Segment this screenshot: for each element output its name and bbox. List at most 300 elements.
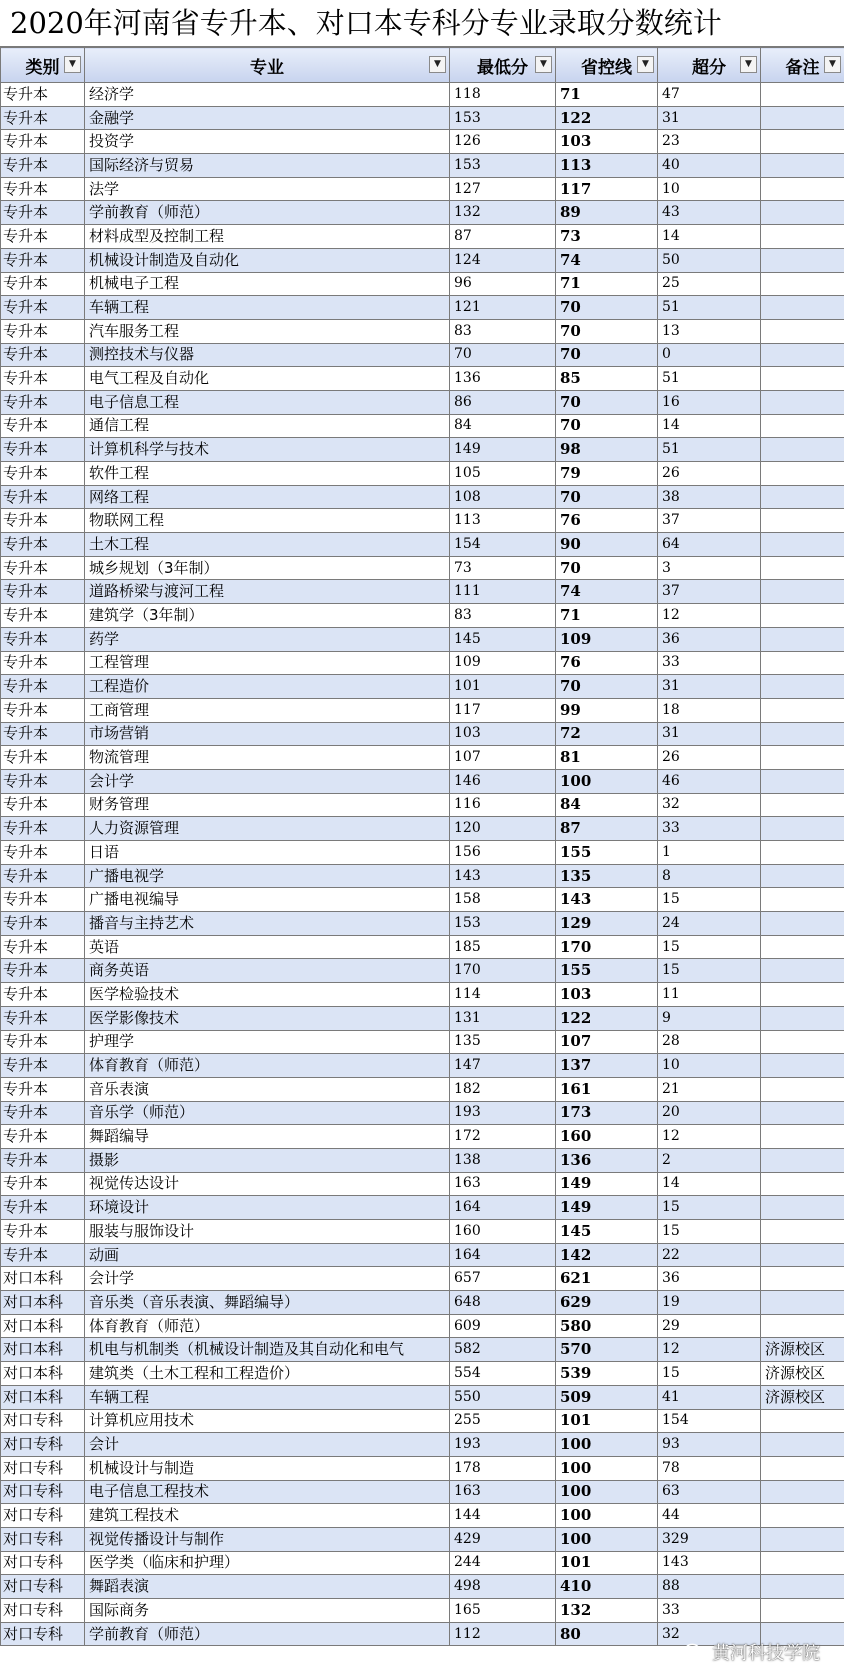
category-cell: 专升本	[1, 296, 85, 320]
remark-cell	[761, 1077, 844, 1101]
over-score-cell: 36	[658, 1267, 761, 1291]
table-row	[1, 1551, 844, 1575]
major-cell: 国际商务	[85, 1599, 450, 1623]
major-cell: 工商管理	[85, 698, 450, 722]
major-cell: 经济学	[85, 83, 450, 107]
remark-cell	[761, 201, 844, 225]
min-score-cell: 550	[450, 1385, 556, 1409]
category-cell: 专升本	[1, 1030, 85, 1054]
min-score-cell: 165	[450, 1599, 556, 1623]
column-header-min-score[interactable]	[450, 48, 556, 83]
major-cell: 舞蹈编导	[85, 1125, 450, 1149]
remark-cell	[761, 864, 844, 888]
control-line-cell: 70	[556, 390, 658, 414]
control-line-cell: 76	[556, 651, 658, 675]
category-cell: 专升本	[1, 1220, 85, 1244]
over-score-cell: 78	[658, 1456, 761, 1480]
major-cell: 机电与机制类（机械设计制造及其自动化和电气	[85, 1338, 450, 1362]
category-cell: 专升本	[1, 675, 85, 699]
major-cell: 医学类（临床和护理）	[85, 1551, 450, 1575]
min-score-cell: 648	[450, 1291, 556, 1315]
major-cell: 投资学	[85, 130, 450, 154]
table-row	[1, 912, 844, 936]
min-score-cell: 149	[450, 438, 556, 462]
table-row	[1, 841, 844, 865]
category-cell: 对口专科	[1, 1551, 85, 1575]
category-cell: 专升本	[1, 841, 85, 865]
table-row	[1, 864, 844, 888]
over-score-cell: 10	[658, 177, 761, 201]
major-cell: 药学	[85, 627, 450, 651]
category-cell: 专升本	[1, 1172, 85, 1196]
control-line-cell: 135	[556, 864, 658, 888]
min-score-cell: 145	[450, 627, 556, 651]
column-header-category[interactable]	[1, 48, 85, 83]
min-score-cell: 73	[450, 556, 556, 580]
over-score-cell: 32	[658, 793, 761, 817]
category-cell: 专升本	[1, 272, 85, 296]
column-label: 专业	[250, 57, 284, 78]
table-row	[1, 272, 844, 296]
min-score-cell: 156	[450, 841, 556, 865]
remark-cell	[761, 1125, 844, 1149]
major-cell: 体育教育（师范）	[85, 1314, 450, 1338]
major-cell: 材料成型及控制工程	[85, 225, 450, 249]
table-row	[1, 177, 844, 201]
category-cell: 专升本	[1, 912, 85, 936]
table-row	[1, 462, 844, 486]
major-cell: 车辆工程	[85, 296, 450, 320]
min-score-cell: 124	[450, 248, 556, 272]
control-line-cell: 132	[556, 1599, 658, 1623]
min-score-cell: 121	[450, 296, 556, 320]
min-score-cell: 429	[450, 1527, 556, 1551]
category-cell: 专升本	[1, 722, 85, 746]
dropdown-arrow-icon[interactable]: ▼	[824, 56, 841, 73]
remark-cell	[761, 485, 844, 509]
dropdown-arrow-icon[interactable]: ▼	[740, 56, 757, 73]
min-score-cell: 103	[450, 722, 556, 746]
dropdown-arrow-icon[interactable]: ▼	[535, 56, 552, 73]
major-cell: 金融学	[85, 106, 450, 130]
table-row	[1, 225, 844, 249]
control-line-cell: 149	[556, 1196, 658, 1220]
remark-cell	[761, 1172, 844, 1196]
remark-cell	[761, 1291, 844, 1315]
major-cell: 环境设计	[85, 1196, 450, 1220]
over-score-cell: 51	[658, 296, 761, 320]
remark-cell	[761, 225, 844, 249]
control-line-cell: 122	[556, 1006, 658, 1030]
column-header-major[interactable]	[85, 48, 450, 83]
category-cell: 专升本	[1, 817, 85, 841]
over-score-cell: 14	[658, 225, 761, 249]
dropdown-arrow-icon[interactable]: ▼	[429, 56, 446, 73]
category-cell: 专升本	[1, 462, 85, 486]
control-line-cell: 100	[556, 1433, 658, 1457]
category-cell: 专升本	[1, 509, 85, 533]
category-cell: 专升本	[1, 367, 85, 391]
over-score-cell: 12	[658, 1125, 761, 1149]
table-row	[1, 83, 844, 107]
min-score-cell: 108	[450, 485, 556, 509]
table-row	[1, 1575, 844, 1599]
major-cell: 软件工程	[85, 462, 450, 486]
control-line-cell: 100	[556, 1504, 658, 1528]
min-score-cell: 193	[450, 1101, 556, 1125]
over-score-cell: 33	[658, 651, 761, 675]
category-cell: 专升本	[1, 201, 85, 225]
control-line-cell: 79	[556, 462, 658, 486]
table-row	[1, 414, 844, 438]
control-line-cell: 85	[556, 367, 658, 391]
min-score-cell: 132	[450, 201, 556, 225]
control-line-cell: 570	[556, 1338, 658, 1362]
major-cell: 学前教育（师范）	[85, 1622, 450, 1646]
min-score-cell: 147	[450, 1054, 556, 1078]
major-cell: 车辆工程	[85, 1385, 450, 1409]
category-cell: 专升本	[1, 438, 85, 462]
min-score-cell: 118	[450, 83, 556, 107]
over-score-cell: 13	[658, 319, 761, 343]
major-cell: 工程造价	[85, 675, 450, 699]
min-score-cell: 120	[450, 817, 556, 841]
category-cell: 专升本	[1, 604, 85, 628]
major-cell: 体育教育（师范）	[85, 1054, 450, 1078]
category-cell: 专升本	[1, 225, 85, 249]
watermark-text: 黄河科技学院	[712, 1643, 820, 1664]
table-row	[1, 1054, 844, 1078]
remark-cell	[761, 1409, 844, 1433]
category-cell: 专升本	[1, 485, 85, 509]
control-line-cell: 81	[556, 746, 658, 770]
over-score-cell: 44	[658, 1504, 761, 1528]
table-row	[1, 343, 844, 367]
control-line-cell: 160	[556, 1125, 658, 1149]
category-cell: 专升本	[1, 1054, 85, 1078]
table-row	[1, 888, 844, 912]
category-cell: 对口专科	[1, 1504, 85, 1528]
major-cell: 医学影像技术	[85, 1006, 450, 1030]
category-cell: 专升本	[1, 130, 85, 154]
category-cell: 对口本科	[1, 1362, 85, 1386]
table-row	[1, 1385, 844, 1409]
category-cell: 专升本	[1, 414, 85, 438]
major-cell: 通信工程	[85, 414, 450, 438]
min-score-cell: 146	[450, 769, 556, 793]
control-line-cell: 100	[556, 1527, 658, 1551]
min-score-cell: 582	[450, 1338, 556, 1362]
page-title: 2020年河南省专升本、对口本专科分专业录取分数统计	[0, 0, 844, 47]
wechat-icon	[684, 1643, 706, 1661]
control-line-cell: 70	[556, 343, 658, 367]
min-score-cell: 83	[450, 319, 556, 343]
min-score-cell: 86	[450, 390, 556, 414]
category-cell: 对口专科	[1, 1409, 85, 1433]
major-cell: 动画	[85, 1243, 450, 1267]
min-score-cell: 114	[450, 983, 556, 1007]
major-cell: 舞蹈表演	[85, 1575, 450, 1599]
major-cell: 建筑学（3年制）	[85, 604, 450, 628]
over-score-cell: 3	[658, 556, 761, 580]
remark-cell	[761, 367, 844, 391]
control-line-cell: 129	[556, 912, 658, 936]
min-score-cell: 143	[450, 864, 556, 888]
table-row	[1, 130, 844, 154]
table-row	[1, 1362, 844, 1386]
remark-cell	[761, 1101, 844, 1125]
min-score-cell: 105	[450, 462, 556, 486]
control-line-cell: 71	[556, 604, 658, 628]
over-score-cell: 143	[658, 1551, 761, 1575]
category-cell: 专升本	[1, 1077, 85, 1101]
min-score-cell: 154	[450, 533, 556, 557]
remark-cell	[761, 1433, 844, 1457]
major-cell: 服装与服饰设计	[85, 1220, 450, 1244]
dropdown-arrow-icon[interactable]: ▼	[64, 56, 81, 73]
remark-cell	[761, 746, 844, 770]
category-cell: 专升本	[1, 1243, 85, 1267]
remark-cell	[761, 983, 844, 1007]
major-cell: 播音与主持艺术	[85, 912, 450, 936]
min-score-cell: 131	[450, 1006, 556, 1030]
table-row	[1, 746, 844, 770]
table-row	[1, 793, 844, 817]
over-score-cell: 21	[658, 1077, 761, 1101]
control-line-cell: 136	[556, 1148, 658, 1172]
table-row	[1, 1220, 844, 1244]
category-cell: 专升本	[1, 698, 85, 722]
dropdown-arrow-icon[interactable]: ▼	[637, 56, 654, 73]
min-score-cell: 158	[450, 888, 556, 912]
category-cell: 专升本	[1, 1101, 85, 1125]
control-line-cell: 145	[556, 1220, 658, 1244]
column-label: 省控线	[581, 57, 632, 78]
table-row	[1, 1267, 844, 1291]
over-score-cell: 88	[658, 1575, 761, 1599]
min-score-cell: 185	[450, 935, 556, 959]
column-header-over-score[interactable]	[658, 48, 761, 83]
table-row	[1, 698, 844, 722]
over-score-cell: 43	[658, 201, 761, 225]
major-cell: 音乐类（音乐表演、舞蹈编导）	[85, 1291, 450, 1315]
major-cell: 汽车服务工程	[85, 319, 450, 343]
control-line-cell: 621	[556, 1267, 658, 1291]
column-label: 最低分	[477, 57, 528, 78]
over-score-cell: 51	[658, 367, 761, 391]
table-row	[1, 935, 844, 959]
category-cell: 专升本	[1, 580, 85, 604]
table-row	[1, 1504, 844, 1528]
min-score-cell: 244	[450, 1551, 556, 1575]
min-score-cell: 498	[450, 1575, 556, 1599]
category-cell: 对口专科	[1, 1622, 85, 1646]
control-line-cell: 70	[556, 319, 658, 343]
remark-cell	[761, 509, 844, 533]
over-score-cell: 329	[658, 1527, 761, 1551]
remark-cell	[761, 296, 844, 320]
table-row	[1, 1480, 844, 1504]
category-cell: 对口本科	[1, 1314, 85, 1338]
control-line-cell: 89	[556, 201, 658, 225]
table-row	[1, 201, 844, 225]
remark-cell	[761, 533, 844, 557]
major-cell: 学前教育（师范）	[85, 201, 450, 225]
major-cell: 会计学	[85, 769, 450, 793]
min-score-cell: 193	[450, 1433, 556, 1457]
min-score-cell: 153	[450, 154, 556, 178]
remark-cell	[761, 1599, 844, 1623]
min-score-cell: 153	[450, 106, 556, 130]
remark-cell	[761, 414, 844, 438]
remark-cell	[761, 1220, 844, 1244]
min-score-cell: 160	[450, 1220, 556, 1244]
table-row	[1, 1030, 844, 1054]
table-row	[1, 604, 844, 628]
table-row	[1, 1125, 844, 1149]
over-score-cell: 41	[658, 1385, 761, 1409]
over-score-cell: 63	[658, 1480, 761, 1504]
remark-cell	[761, 935, 844, 959]
major-cell: 摄影	[85, 1148, 450, 1172]
category-cell: 专升本	[1, 83, 85, 107]
over-score-cell: 25	[658, 272, 761, 296]
remark-cell	[761, 1551, 844, 1575]
remark-cell	[761, 1456, 844, 1480]
over-score-cell: 10	[658, 1054, 761, 1078]
remark-cell	[761, 154, 844, 178]
over-score-cell: 1	[658, 841, 761, 865]
min-score-cell: 170	[450, 959, 556, 983]
major-cell: 财务管理	[85, 793, 450, 817]
major-cell: 物联网工程	[85, 509, 450, 533]
min-score-cell: 153	[450, 912, 556, 936]
remark-cell	[761, 343, 844, 367]
category-cell: 专升本	[1, 248, 85, 272]
category-cell: 对口专科	[1, 1527, 85, 1551]
remark-cell	[761, 272, 844, 296]
remark-cell	[761, 106, 844, 130]
min-score-cell: 164	[450, 1196, 556, 1220]
control-line-cell: 173	[556, 1101, 658, 1125]
control-line-cell: 170	[556, 935, 658, 959]
table-row	[1, 319, 844, 343]
over-score-cell: 15	[658, 1362, 761, 1386]
control-line-cell: 509	[556, 1385, 658, 1409]
over-score-cell: 15	[658, 1196, 761, 1220]
over-score-cell: 50	[658, 248, 761, 272]
remark-cell: 济源校区	[761, 1385, 844, 1409]
control-line-cell: 73	[556, 225, 658, 249]
remark-cell	[761, 248, 844, 272]
over-score-cell: 32	[658, 1622, 761, 1646]
category-cell: 专升本	[1, 651, 85, 675]
major-cell: 音乐表演	[85, 1077, 450, 1101]
remark-cell	[761, 1527, 844, 1551]
table-row	[1, 1243, 844, 1267]
control-line-cell: 109	[556, 627, 658, 651]
control-line-cell: 90	[556, 533, 658, 557]
table-row	[1, 627, 844, 651]
table-row	[1, 1006, 844, 1030]
table-row	[1, 1338, 844, 1362]
table-header	[1, 48, 844, 83]
control-line-cell: 410	[556, 1575, 658, 1599]
table-row	[1, 1409, 844, 1433]
column-label: 备注	[785, 57, 820, 78]
table-row	[1, 1433, 844, 1457]
table-row	[1, 509, 844, 533]
major-cell: 机械设计与制造	[85, 1456, 450, 1480]
category-cell: 专升本	[1, 746, 85, 770]
control-line-cell: 103	[556, 130, 658, 154]
table-row	[1, 817, 844, 841]
over-score-cell: 40	[658, 154, 761, 178]
control-line-cell: 137	[556, 1054, 658, 1078]
remark-cell	[761, 83, 844, 107]
major-cell: 道路桥梁与渡河工程	[85, 580, 450, 604]
control-line-cell: 99	[556, 698, 658, 722]
remark-cell: 济源校区	[761, 1362, 844, 1386]
over-score-cell: 2	[658, 1148, 761, 1172]
min-score-cell: 101	[450, 675, 556, 699]
category-cell: 对口本科	[1, 1291, 85, 1315]
remark-cell	[761, 1504, 844, 1528]
category-cell: 专升本	[1, 154, 85, 178]
over-score-cell: 15	[658, 959, 761, 983]
remark-cell	[761, 1267, 844, 1291]
column-label: 超分	[692, 57, 726, 78]
control-line-cell: 74	[556, 580, 658, 604]
category-cell: 专升本	[1, 390, 85, 414]
table-row	[1, 1527, 844, 1551]
category-cell: 对口专科	[1, 1480, 85, 1504]
column-header-remark[interactable]	[761, 48, 844, 83]
min-score-cell: 96	[450, 272, 556, 296]
table-row	[1, 769, 844, 793]
over-score-cell: 9	[658, 1006, 761, 1030]
category-cell: 专升本	[1, 1148, 85, 1172]
control-line-cell: 70	[556, 556, 658, 580]
category-cell: 对口专科	[1, 1433, 85, 1457]
remark-cell	[761, 1054, 844, 1078]
remark-cell	[761, 438, 844, 462]
category-cell: 对口专科	[1, 1456, 85, 1480]
column-label: 类别	[25, 57, 60, 78]
major-cell: 电气工程及自动化	[85, 367, 450, 391]
major-cell: 医学检验技术	[85, 983, 450, 1007]
over-score-cell: 0	[658, 343, 761, 367]
min-score-cell: 164	[450, 1243, 556, 1267]
control-line-cell: 107	[556, 1030, 658, 1054]
control-line-cell: 100	[556, 769, 658, 793]
table-row	[1, 1101, 844, 1125]
over-score-cell: 26	[658, 462, 761, 486]
control-line-cell: 74	[556, 248, 658, 272]
control-line-cell: 100	[556, 1456, 658, 1480]
category-cell: 专升本	[1, 793, 85, 817]
over-score-cell: 12	[658, 604, 761, 628]
over-score-cell: 37	[658, 580, 761, 604]
remark-cell	[761, 1196, 844, 1220]
table-row	[1, 106, 844, 130]
column-header-control-line[interactable]	[556, 48, 658, 83]
over-score-cell: 12	[658, 1338, 761, 1362]
remark-cell	[761, 722, 844, 746]
min-score-cell: 135	[450, 1030, 556, 1054]
table-row	[1, 533, 844, 557]
major-cell: 计算机应用技术	[85, 1409, 450, 1433]
